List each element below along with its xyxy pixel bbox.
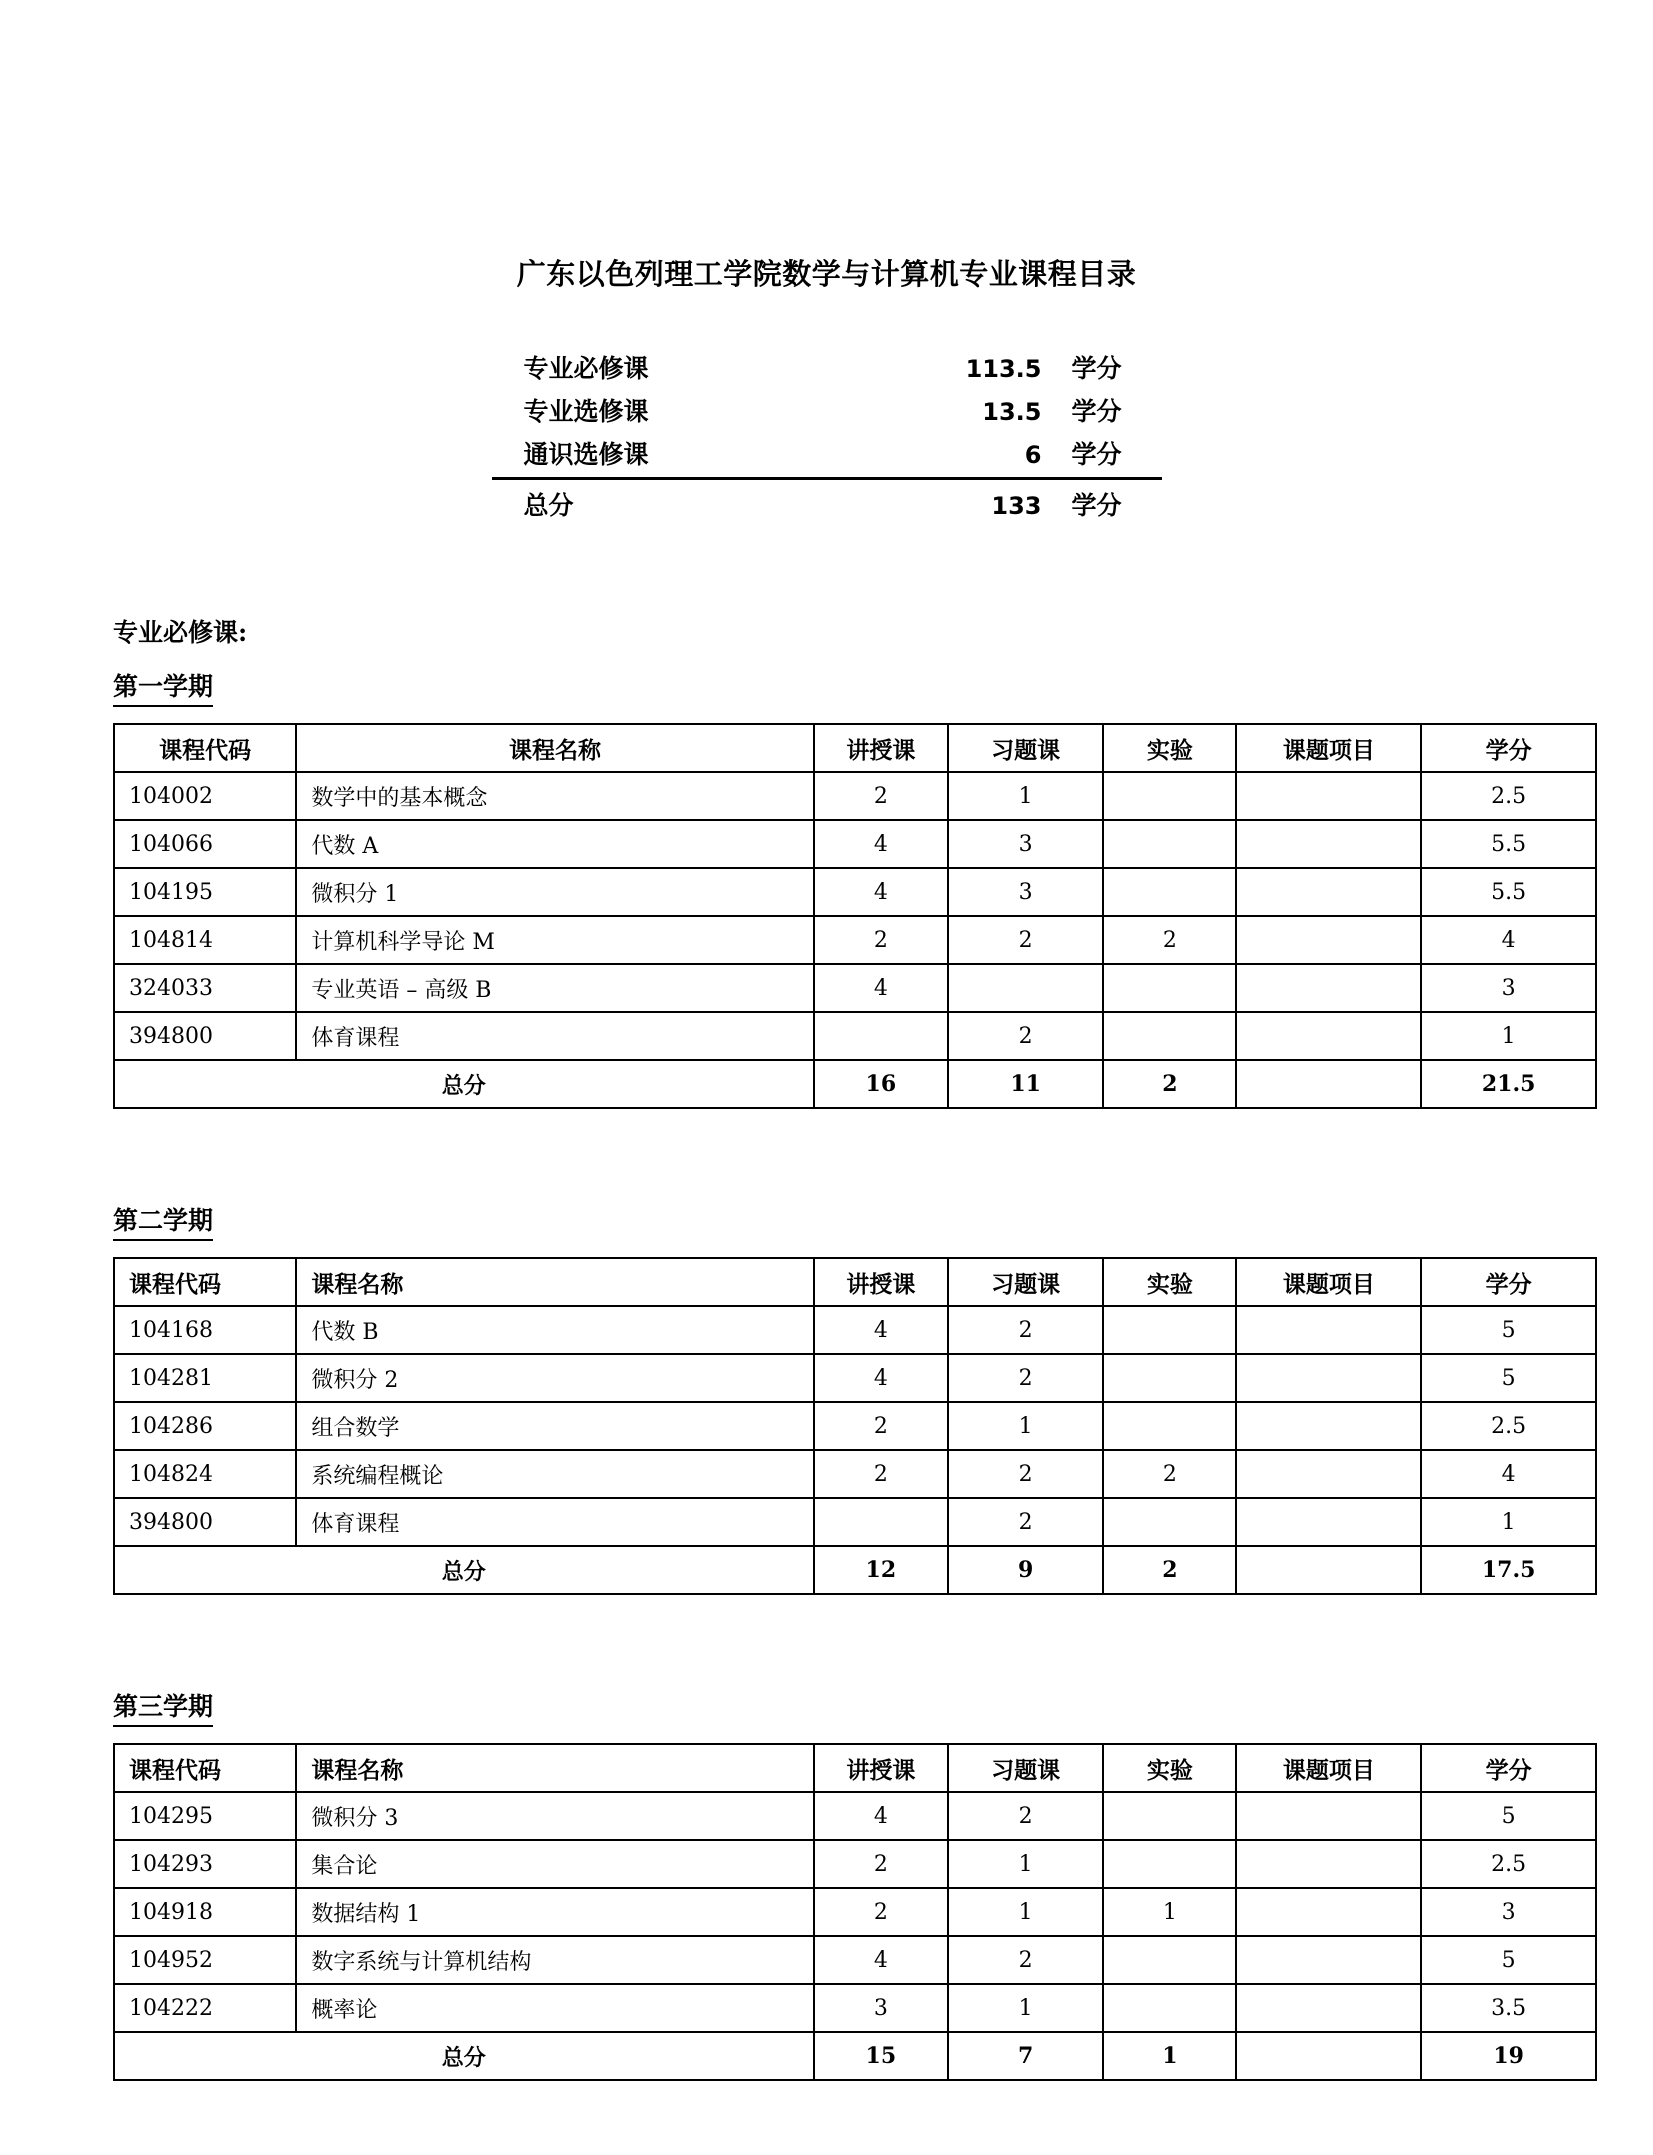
course-name-cell: 数字系统与计算机结构: [296, 1936, 813, 1984]
project-cell: [1236, 1354, 1421, 1402]
column-header: 讲授课: [814, 724, 948, 772]
course-name-cell: 代数 B: [296, 1306, 813, 1354]
credits-cell: 4: [1421, 1450, 1596, 1498]
project-cell: [1236, 1012, 1421, 1060]
credits-cell: 5.5: [1421, 820, 1596, 868]
tutorial-cell: 2: [948, 1498, 1103, 1546]
course-code-cell: 104168: [114, 1306, 296, 1354]
lab-cell: [1103, 1840, 1236, 1888]
course-name-cell: 专业英语 – 高级 B: [296, 964, 813, 1012]
credits-cell: 5: [1421, 1354, 1596, 1402]
tutorial-cell: 1: [948, 1888, 1103, 1936]
column-header: 学分: [1421, 724, 1596, 772]
table-header-row: [114, 1744, 1596, 1792]
table-row: [114, 1402, 1596, 1450]
project-cell: [1236, 1306, 1421, 1354]
summary-unit: 学分: [1071, 397, 1122, 426]
tutorial-cell: 1: [948, 1840, 1103, 1888]
tutorial-cell: 2: [948, 1012, 1103, 1060]
credits-cell: 5: [1421, 1936, 1596, 1984]
summary-total-unit: 学分: [1042, 479, 1162, 529]
project-cell: [1236, 820, 1421, 868]
table-total-row: [114, 1060, 1596, 1108]
course-code-cell: 104281: [114, 1354, 296, 1402]
term-heading-label: 第一学期: [113, 667, 213, 707]
summary-value: 13.5: [982, 397, 1042, 426]
summary-value: 6: [1024, 440, 1042, 469]
project-cell: [1236, 772, 1421, 820]
course-code-cell: 104066: [114, 820, 296, 868]
column-header: 课题项目: [1236, 1744, 1421, 1792]
summary-value: 113.5: [965, 354, 1042, 383]
term-heading: [0, 1669, 1653, 1727]
column-header: 学分: [1421, 1258, 1596, 1306]
lab-cell: [1103, 1402, 1236, 1450]
course-name-cell: 系统编程概论: [296, 1450, 813, 1498]
tutorial-cell: [948, 964, 1103, 1012]
column-header: 课程代码: [114, 724, 296, 772]
tutorial-cell: 3: [948, 868, 1103, 916]
column-header: 习题课: [948, 1258, 1103, 1306]
lab-cell: 1: [1103, 1888, 1236, 1936]
course-code-cell: 104286: [114, 1402, 296, 1450]
table-total-row: [114, 2032, 1596, 2080]
lecture-cell: 4: [814, 820, 948, 868]
credits-cell: 4: [1421, 916, 1596, 964]
term-heading-label: 第三学期: [113, 1687, 213, 1727]
column-header: 学分: [1421, 1744, 1596, 1792]
column-header: 实验: [1103, 1744, 1236, 1792]
course-code-cell: 104918: [114, 1888, 296, 1936]
table-row: [114, 772, 1596, 820]
table-row: [114, 820, 1596, 868]
lecture-cell: 4: [814, 1306, 948, 1354]
total-lab-cell: 2: [1103, 1060, 1236, 1108]
lab-cell: 2: [1103, 1450, 1236, 1498]
table-spacer: [0, 1595, 1653, 1669]
lecture-cell: 2: [814, 1450, 948, 1498]
course-name-cell: 数据结构 1: [296, 1888, 813, 1936]
total-label-cell: 总分: [114, 1546, 814, 1594]
total-lecture-cell: 12: [814, 1546, 948, 1594]
lecture-cell: [814, 1012, 948, 1060]
course-code-cell: 394800: [114, 1498, 296, 1546]
total-credits-cell: 19: [1421, 2032, 1596, 2080]
course-code-cell: 104295: [114, 1792, 296, 1840]
table-row: [114, 1888, 1596, 1936]
lab-cell: [1103, 1984, 1236, 2032]
project-cell: [1236, 1402, 1421, 1450]
tutorial-cell: 1: [948, 1402, 1103, 1450]
total-label-cell: 总分: [114, 1060, 814, 1108]
lab-cell: [1103, 772, 1236, 820]
tutorial-cell: 1: [948, 772, 1103, 820]
course-name-cell: 组合数学: [296, 1402, 813, 1450]
project-cell: [1236, 1792, 1421, 1840]
column-header: 课题项目: [1236, 1258, 1421, 1306]
total-lab-cell: 1: [1103, 2032, 1236, 2080]
course-code-cell: 104824: [114, 1450, 296, 1498]
credits-cell: 2.5: [1421, 1402, 1596, 1450]
table-row: [114, 1354, 1596, 1402]
table-row: [114, 1984, 1596, 2032]
total-lab-cell: 2: [1103, 1546, 1236, 1594]
term-heading: [0, 649, 1653, 707]
column-header: 课程代码: [114, 1744, 296, 1792]
lab-cell: 2: [1103, 916, 1236, 964]
credits-cell: 3.5: [1421, 1984, 1596, 2032]
total-credits-cell: 17.5: [1421, 1546, 1596, 1594]
column-header: 实验: [1103, 1258, 1236, 1306]
course-name-cell: 体育课程: [296, 1498, 813, 1546]
credits-cell: 1: [1421, 1012, 1596, 1060]
course-code-cell: 104002: [114, 772, 296, 820]
project-cell: [1236, 1984, 1421, 2032]
lecture-cell: 2: [814, 1888, 948, 1936]
tutorial-cell: 2: [948, 1354, 1103, 1402]
lecture-cell: 2: [814, 916, 948, 964]
course-table: [113, 1743, 1597, 2081]
table-spacer: [0, 2081, 1653, 2155]
lecture-cell: 2: [814, 1840, 948, 1888]
summary-label: 通识选修课: [523, 440, 649, 469]
project-cell: [1236, 916, 1421, 964]
summary-unit: 学分: [1071, 440, 1122, 469]
lecture-cell: 3: [814, 1984, 948, 2032]
table-row: [114, 1792, 1596, 1840]
column-header: 课程名称: [296, 724, 813, 772]
credits-cell: 5: [1421, 1792, 1596, 1840]
table-row: [114, 1840, 1596, 1888]
project-cell: [1236, 1498, 1421, 1546]
total-project-cell: [1236, 1060, 1421, 1108]
credit-summary: [0, 348, 1653, 528]
course-code-cell: 104293: [114, 1840, 296, 1888]
column-header: 课程代码: [114, 1258, 296, 1306]
term-heading-label: 第二学期: [113, 1201, 213, 1241]
tutorial-cell: 1: [948, 1984, 1103, 2032]
lab-cell: [1103, 1012, 1236, 1060]
table-row: [114, 868, 1596, 916]
course-name-cell: 集合论: [296, 1840, 813, 1888]
total-tutorial-cell: 11: [948, 1060, 1103, 1108]
total-project-cell: [1236, 1546, 1421, 1594]
course-table: [113, 1257, 1597, 1595]
summary-label: 专业必修课: [523, 354, 649, 383]
lecture-cell: 2: [814, 1402, 948, 1450]
course-code-cell: 104195: [114, 868, 296, 916]
table-row: [114, 1306, 1596, 1354]
credit-summary-body: [492, 348, 1162, 528]
tutorial-cell: 2: [948, 1306, 1103, 1354]
lecture-cell: 4: [814, 1792, 948, 1840]
course-name-cell: 微积分 1: [296, 868, 813, 916]
project-cell: [1236, 868, 1421, 916]
total-project-cell: [1236, 2032, 1421, 2080]
lecture-cell: 2: [814, 772, 948, 820]
lecture-cell: 4: [814, 1354, 948, 1402]
project-cell: [1236, 1936, 1421, 1984]
course-table-wrapper: [0, 707, 1653, 1109]
total-label-cell: 总分: [114, 2032, 814, 2080]
tutorial-cell: 2: [948, 1792, 1103, 1840]
table-row: [114, 1498, 1596, 1546]
column-header: 讲授课: [814, 1258, 948, 1306]
table-header-row: [114, 724, 1596, 772]
course-name-cell: 数学中的基本概念: [296, 772, 813, 820]
credits-cell: 3: [1421, 964, 1596, 1012]
lab-cell: [1103, 868, 1236, 916]
credits-cell: 5: [1421, 1306, 1596, 1354]
tutorial-cell: 2: [948, 1936, 1103, 1984]
course-table-wrapper: [0, 1727, 1653, 2081]
project-cell: [1236, 964, 1421, 1012]
course-code-cell: 104952: [114, 1936, 296, 1984]
lecture-cell: 4: [814, 868, 948, 916]
credits-cell: 1: [1421, 1498, 1596, 1546]
column-header: 习题课: [948, 1744, 1103, 1792]
table-spacer: [0, 1109, 1653, 1183]
tutorial-cell: 3: [948, 820, 1103, 868]
summary-total-row: [492, 479, 1162, 529]
table-header-row: [114, 1258, 1596, 1306]
column-header: 讲授课: [814, 1744, 948, 1792]
course-table-wrapper: [0, 1241, 1653, 1595]
table-row: [114, 1012, 1596, 1060]
course-name-cell: 概率论: [296, 1984, 813, 2032]
credit-summary-table: [492, 348, 1162, 528]
table-row: [114, 916, 1596, 964]
summary-unit: 学分: [1071, 354, 1122, 383]
course-table: [113, 723, 1597, 1109]
total-credits-cell: 21.5: [1421, 1060, 1596, 1108]
lecture-cell: [814, 1498, 948, 1546]
total-lecture-cell: 16: [814, 1060, 948, 1108]
summary-row: [492, 434, 1162, 479]
summary-total-value: 133: [822, 479, 1042, 529]
term-heading: [0, 1183, 1653, 1241]
credits-cell: 3: [1421, 1888, 1596, 1936]
course-code-cell: 394800: [114, 1012, 296, 1060]
table-total-row: [114, 1546, 1596, 1594]
credits-cell: 2.5: [1421, 1840, 1596, 1888]
lab-cell: [1103, 1306, 1236, 1354]
lecture-cell: 4: [814, 964, 948, 1012]
credits-cell: 2.5: [1421, 772, 1596, 820]
total-tutorial-cell: 7: [948, 2032, 1103, 2080]
summary-row: [492, 391, 1162, 434]
course-name-cell: 代数 A: [296, 820, 813, 868]
column-header: 习题课: [948, 724, 1103, 772]
total-lecture-cell: 15: [814, 2032, 948, 2080]
table-row: [114, 964, 1596, 1012]
page-title: 广东以色列理工学院数学与计算机专业课程目录: [516, 257, 1137, 291]
total-tutorial-cell: 9: [948, 1546, 1103, 1594]
tutorial-cell: 2: [948, 916, 1103, 964]
course-name-cell: 计算机科学导论 M: [296, 916, 813, 964]
lab-cell: [1103, 1354, 1236, 1402]
lecture-cell: 4: [814, 1936, 948, 1984]
course-code-cell: 324033: [114, 964, 296, 1012]
lab-cell: [1103, 964, 1236, 1012]
course-name-cell: 微积分 2: [296, 1354, 813, 1402]
lab-cell: [1103, 820, 1236, 868]
summary-label: 专业选修课: [523, 397, 649, 426]
course-code-cell: 104814: [114, 916, 296, 964]
project-cell: [1236, 1840, 1421, 1888]
table-row: [114, 1936, 1596, 1984]
project-cell: [1236, 1450, 1421, 1498]
lab-cell: [1103, 1936, 1236, 1984]
column-header: 课程名称: [296, 1258, 813, 1306]
column-header: 实验: [1103, 724, 1236, 772]
table-row: [114, 1450, 1596, 1498]
column-header: 课程名称: [296, 1744, 813, 1792]
summary-total-label: 总分: [492, 479, 822, 529]
course-code-cell: 104222: [114, 1984, 296, 2032]
section-heading-required-courses: 专业必修课:: [113, 618, 248, 647]
lab-cell: [1103, 1792, 1236, 1840]
project-cell: [1236, 1888, 1421, 1936]
summary-row: [492, 348, 1162, 391]
course-name-cell: 微积分 3: [296, 1792, 813, 1840]
credits-cell: 5.5: [1421, 868, 1596, 916]
course-name-cell: 体育课程: [296, 1012, 813, 1060]
terms-container: [0, 649, 1653, 2155]
lab-cell: [1103, 1498, 1236, 1546]
column-header: 课题项目: [1236, 724, 1421, 772]
tutorial-cell: 2: [948, 1450, 1103, 1498]
